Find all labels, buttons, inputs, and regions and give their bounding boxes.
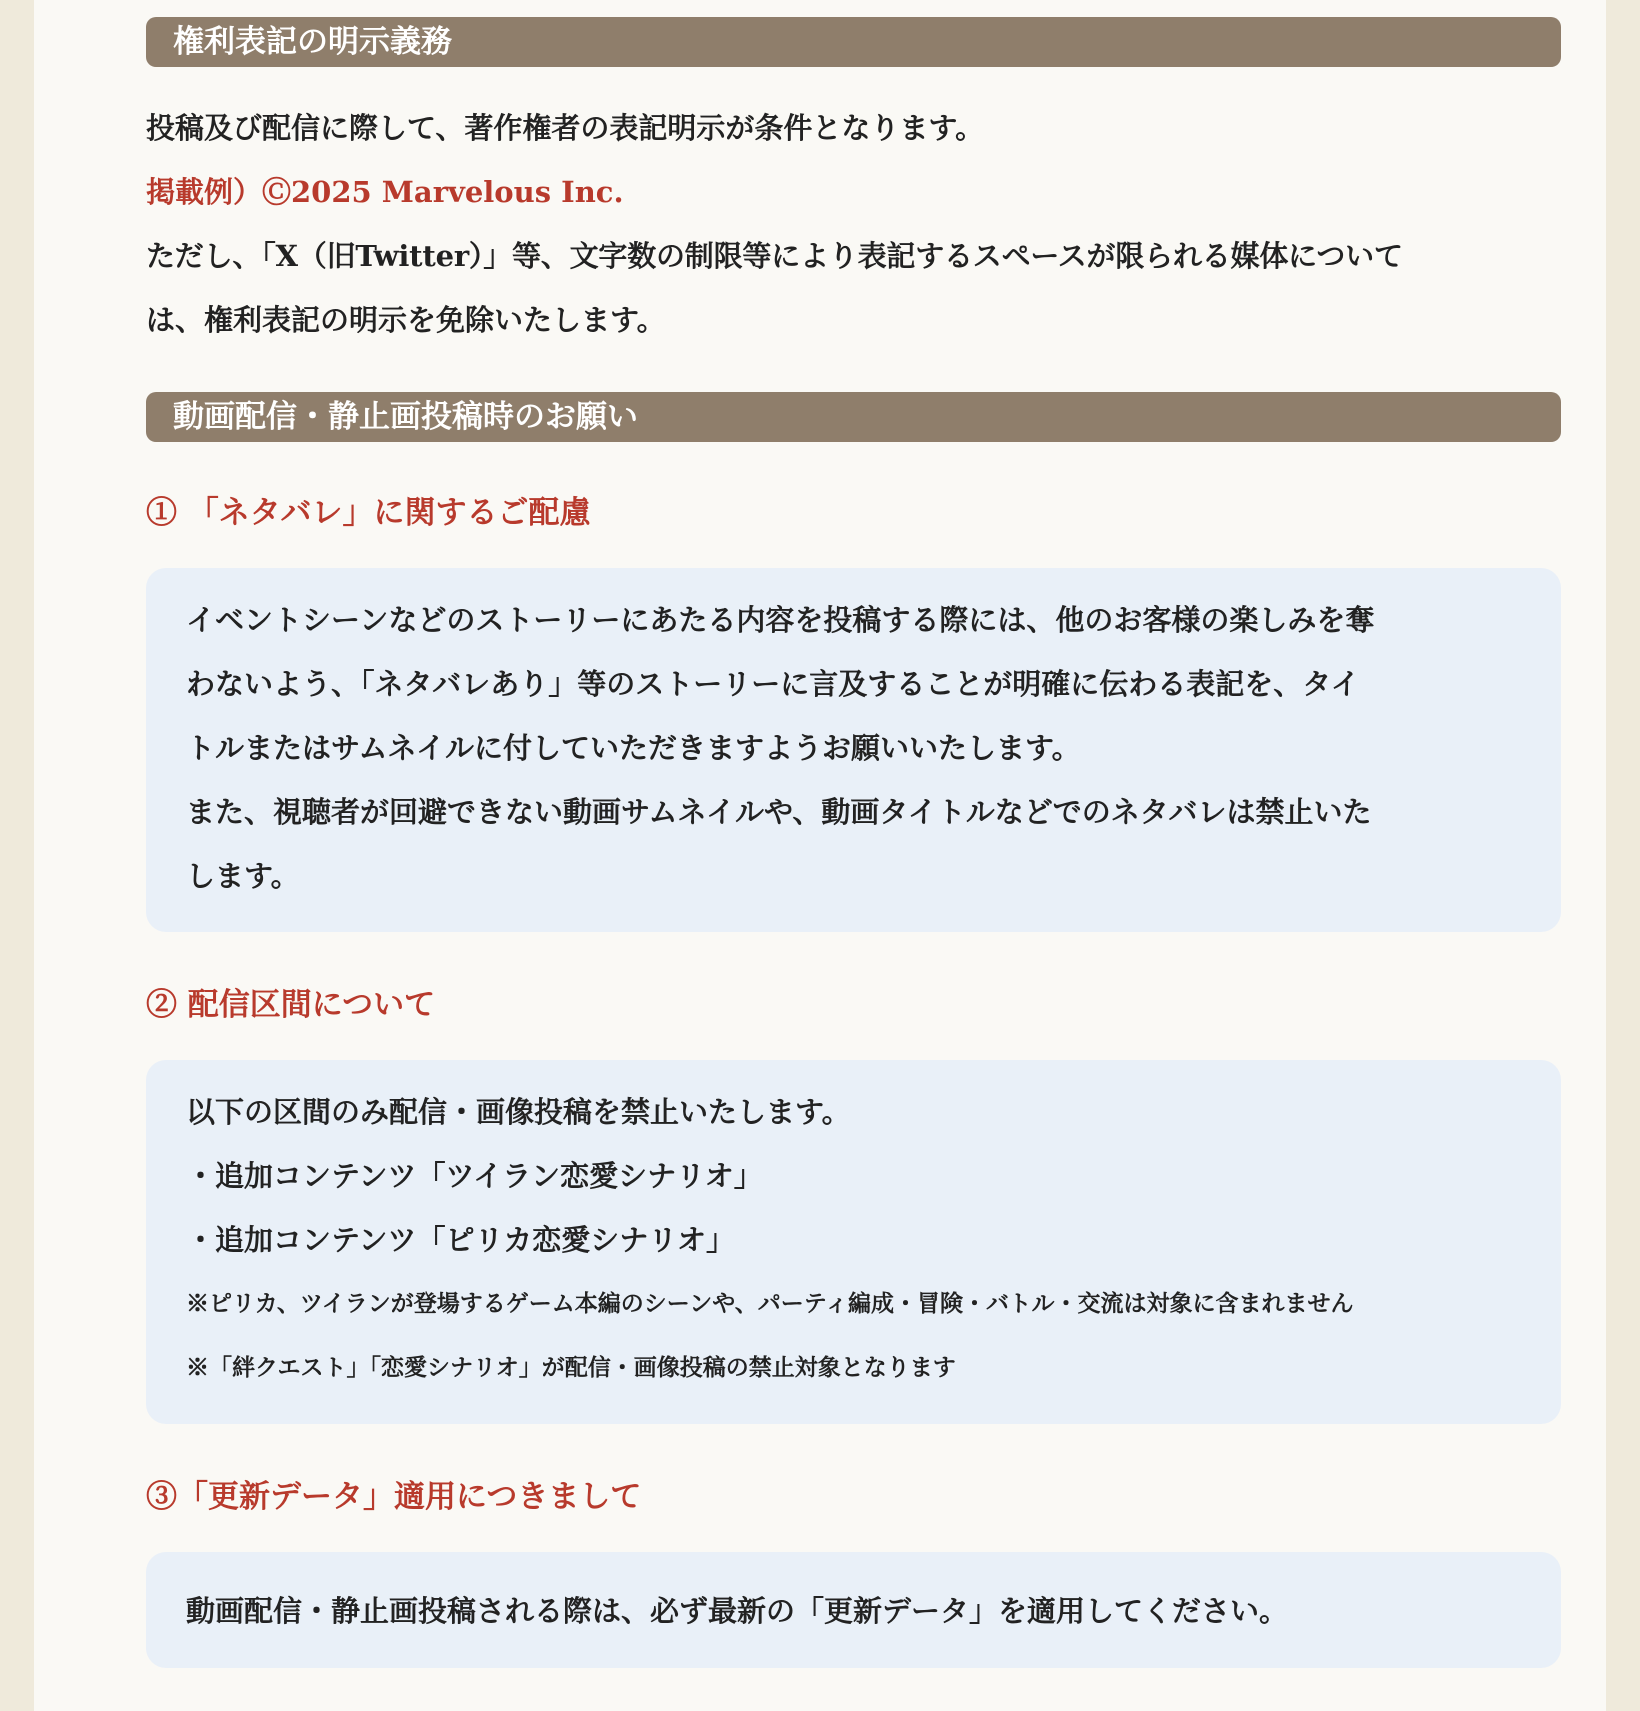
item1-line: トルまたはサムネイルに付していただきますようお願いいたします。 (186, 731, 1081, 765)
item2-heading: ② 配信区間について (146, 987, 436, 1023)
item1-line: イベントシーンなどのストーリーにあたる内容を投稿する際には、他のお客様の楽しみを奪 (186, 603, 1375, 637)
item2-note: ※「絆クエスト」「恋愛シナリオ」が配信・画像投稿の禁止対象となります (186, 1354, 956, 1381)
item1-box (146, 568, 1561, 932)
item1-line: します。 (186, 859, 300, 893)
item2-line: 以下の区間のみ配信・画像投稿を禁止いたします。 (186, 1095, 851, 1129)
rights-line-3b: は、権利表記の明示を免除いたします。 (146, 303, 666, 337)
rights-line-1: 投稿及び配信に際して、著作権者の表記明示が条件となります。 (146, 111, 985, 145)
item2-note: ※ピリカ、ツイランが登場するゲーム本編のシーンや、パーティ編成・冒険・バトル・交流は対象に含まれません (186, 1290, 1354, 1317)
item2-line: ・追加コンテンツ「ピリカ恋愛シナリオ」 (186, 1223, 735, 1257)
rights-example: 掲載例）Ⓒ2025 Marvelous Inc. (146, 175, 624, 209)
item2-line: ・追加コンテンツ「ツイラン恋愛シナリオ」 (186, 1159, 763, 1193)
section-title-rights: 権利表記の明示義務 (173, 24, 452, 60)
item3-box (146, 1552, 1561, 1668)
item1-heading: ① 「ネタバレ」に関するご配慮 (146, 495, 591, 531)
section-header-request (146, 392, 1561, 442)
item1-line: また、視聴者が回避できない動画サムネイルや、動画タイトルなどでのネタバレは禁止いた (186, 795, 1372, 829)
item2-box (146, 1060, 1561, 1424)
section-header-rights (146, 17, 1561, 67)
rights-body (146, 96, 1561, 352)
rights-line-3a: ただし、「X（旧Twitter）」等、文字数の制限等により表記するスペースが限られる媒体について (146, 239, 1403, 273)
item3-line: 動画配信・静止画投稿される際は、必ず最新の「更新データ」を適用してください。 (186, 1594, 1289, 1628)
page-panel (34, 0, 1606, 1711)
item1-line: わないよう、「ネタバレあり」等のストーリーに言及することが明確に伝わる表記を、タイ (186, 667, 1360, 701)
section-title-request: 動画配信・静止画投稿時のお願い (173, 399, 638, 435)
content-column (146, 0, 1561, 1668)
item3-heading: ③「更新データ」適用につきまして (146, 1479, 642, 1515)
